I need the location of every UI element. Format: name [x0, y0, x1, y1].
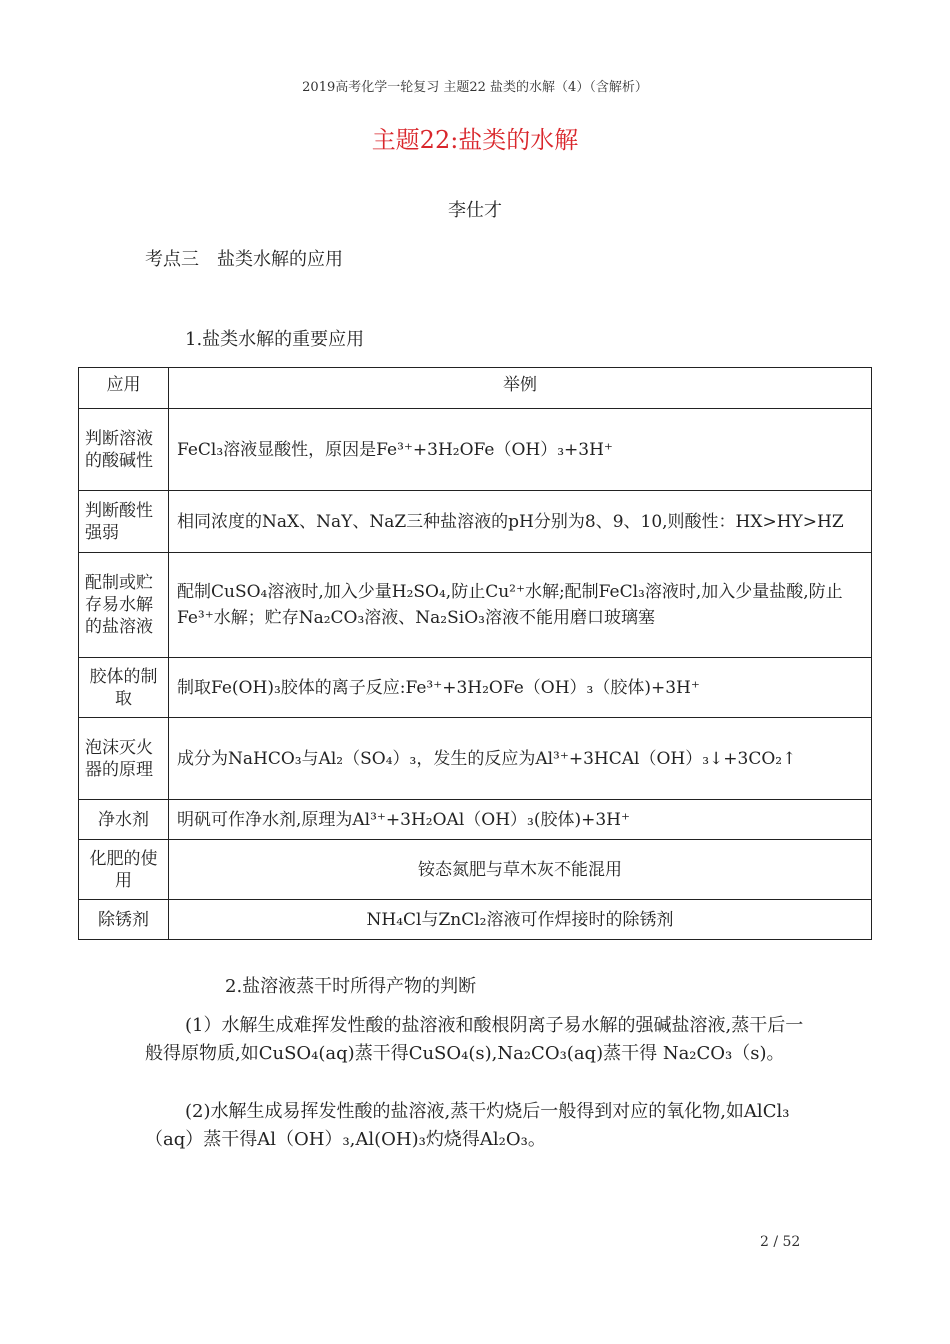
table-row [79, 900, 872, 940]
table-row [79, 800, 872, 840]
table-header-application: 应用 [79, 368, 169, 409]
table-cell-example: 配制CuSO₄溶液时,加入少量H₂SO₄,防止Cu²⁺水解;配制FeCl₃溶液时,加入少量盐酸,防止Fe³⁺水解；贮存Na₂CO₃溶液、Na₂SiO₃溶液不能用磨口玻璃塞 [169, 553, 872, 658]
table-header-row [79, 368, 872, 409]
table-row [79, 658, 872, 718]
table-cell-application: 泡沫灭火器的原理 [79, 718, 169, 800]
subsection-heading: 1.盐类水解的重要应用 [185, 329, 365, 350]
table-row [79, 718, 872, 800]
table-cell-application: 判断酸性强弱 [79, 491, 169, 553]
table-cell-example: FeCl₃溶液显酸性，原因是Fe³⁺+3H₂OFe（OH）₃+3H⁺ [169, 409, 872, 491]
table-row [79, 491, 872, 553]
table-row [79, 409, 872, 491]
table-cell-application: 化肥的使用 [79, 840, 169, 900]
table-cell-example: 成分为NaHCO₃与Al₂（SO₄）₃，发生的反应为Al³⁺+3HCAl（OH）₃↓+3CO₂↑ [169, 718, 872, 800]
table-cell-example: NH₄Cl与ZnCl₂溶液可作焊接时的除锈剂 [169, 900, 872, 940]
subsection-heading-2: 2.盐溶液蒸干时所得产物的判断 [225, 976, 477, 997]
table-cell-application: 判断溶液的酸碱性 [79, 409, 169, 491]
running-header: 2019高考化学一轮复习 主题22 盐类的水解（4）（含解析） [302, 80, 648, 95]
table-header-example: 举例 [169, 368, 872, 409]
table-cell-example: 铵态氮肥与草木灰不能混用 [169, 840, 872, 900]
table-cell-application: 配制或贮存易水解的盐溶液 [79, 553, 169, 658]
applications-table [78, 367, 872, 940]
table-cell-example: 相同浓度的NaX、NaY、NaZ三种盐溶液的pH分别为8、9、10,则酸性：HX>HY>HZ [169, 491, 872, 553]
page-title: 主题22:盐类的水解 [371, 126, 579, 154]
table-cell-application: 净水剂 [79, 800, 169, 840]
table-cell-example: 制取Fe(OH)₃胶体的离子反应:Fe³⁺+3H₂OFe（OH）₃（胶体)+3H⁺ [169, 658, 872, 718]
table-cell-application: 除锈剂 [79, 900, 169, 940]
table-row [79, 840, 872, 900]
table-cell-example: 明矾可作净水剂,原理为Al³⁺+3H₂OAl（OH）₃(胶体)+3H⁺ [169, 800, 872, 840]
table-row [79, 553, 872, 658]
author: 李仕才 [448, 200, 502, 221]
page-number: 2 / 52 [760, 1234, 801, 1250]
paragraph: (2)水解生成易挥发性酸的盐溶液,蒸干灼烧后一般得到对应的氧化物,如AlCl₃（aq）蒸干得Al（OH）₃,Al(OH)₃灼烧得Al₂O₃。 [145, 1101, 790, 1150]
paragraph: (1）水解生成难挥发性酸的盐溶液和酸根阴离子易水解的强碱盐溶液,蒸干后一般得原物质,如CuSO₄(aq)蒸干得CuSO₄(s),Na₂CO₃(aq)蒸干得 Na₂CO₃（s)。 [145, 1015, 804, 1064]
table-cell-application: 胶体的制取 [79, 658, 169, 718]
section-heading: 考点三 盐类水解的应用 [145, 249, 343, 270]
